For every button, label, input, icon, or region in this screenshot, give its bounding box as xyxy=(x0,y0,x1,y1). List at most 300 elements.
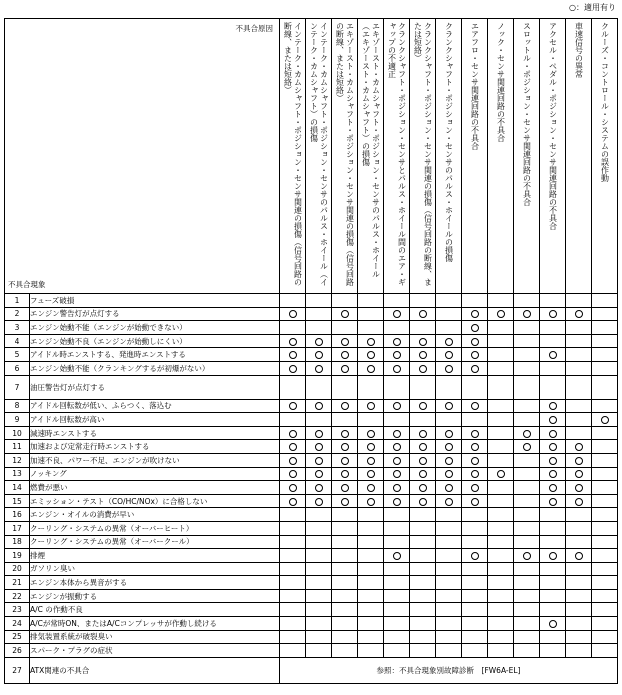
symptom-cell: エミッション・テスト（CO/HC/NOx）に合格しない xyxy=(30,494,280,508)
applicability-cell xyxy=(332,481,358,495)
applicability-cell xyxy=(384,375,410,399)
applicability-cell xyxy=(540,334,566,348)
cause-column-header xyxy=(306,19,332,294)
applicability-cell xyxy=(462,603,488,617)
applicability-cell xyxy=(280,494,306,508)
applicable-circle-mark xyxy=(549,620,557,628)
applicability-cell xyxy=(514,334,540,348)
applicability-cell xyxy=(436,413,462,427)
applicability-cell xyxy=(514,494,540,508)
table-row xyxy=(5,321,618,335)
applicability-cell xyxy=(436,562,462,576)
applicability-cell xyxy=(488,535,514,549)
table-row xyxy=(5,375,618,399)
applicability-cell xyxy=(280,413,306,427)
cause-column-header xyxy=(566,19,592,294)
applicability-cell xyxy=(410,521,436,535)
applicability-cell xyxy=(280,399,306,413)
row-number: 21 xyxy=(5,576,30,590)
applicable-circle-mark xyxy=(419,484,427,492)
applicability-cell xyxy=(280,549,306,563)
applicable-circle-mark xyxy=(471,310,479,318)
applicability-cell xyxy=(540,521,566,535)
applicable-circle-mark xyxy=(315,470,323,478)
applicability-cell xyxy=(540,467,566,481)
applicable-circle-mark xyxy=(289,457,297,465)
table-row xyxy=(5,399,618,413)
table-row xyxy=(5,521,618,535)
applicability-cell xyxy=(436,644,462,658)
applicability-cell xyxy=(410,426,436,440)
applicability-cell xyxy=(540,307,566,321)
applicability-cell xyxy=(488,603,514,617)
applicability-cell xyxy=(514,375,540,399)
symptom-cell: エンジン始動不良（エンジンが始動しにくい） xyxy=(30,334,280,348)
applicability-cell xyxy=(332,494,358,508)
applicable-circle-mark xyxy=(471,552,479,560)
applicability-cell xyxy=(488,481,514,495)
applicability-cell xyxy=(384,294,410,308)
applicability-cell xyxy=(462,549,488,563)
applicability-cell xyxy=(540,549,566,563)
applicability-cell xyxy=(280,453,306,467)
applicability-cell xyxy=(462,413,488,427)
applicable-circle-mark xyxy=(315,351,323,359)
applicability-cell xyxy=(384,348,410,362)
applicability-cell xyxy=(306,375,332,399)
applicable-circle-mark xyxy=(419,430,427,438)
applicability-cell xyxy=(280,617,306,631)
symptom-cell: A/Cが常時ON、またはA/Cコンプレッサが作動し続ける xyxy=(30,617,280,631)
applicable-circle-mark xyxy=(367,484,375,492)
applicable-circle-mark xyxy=(393,457,401,465)
table-row xyxy=(5,307,618,321)
applicability-cell xyxy=(592,375,618,399)
applicability-cell xyxy=(462,453,488,467)
applicability-cell xyxy=(384,603,410,617)
applicable-circle-mark xyxy=(575,552,583,560)
applicability-cell xyxy=(280,294,306,308)
cause-column-header xyxy=(358,19,384,294)
applicability-cell xyxy=(306,334,332,348)
applicable-circle-mark xyxy=(315,443,323,451)
applicability-cell xyxy=(436,375,462,399)
applicability-cell xyxy=(488,440,514,454)
applicability-cell xyxy=(566,549,592,563)
applicability-cell xyxy=(462,294,488,308)
applicability-cell xyxy=(384,644,410,658)
applicability-cell xyxy=(488,348,514,362)
applicability-cell xyxy=(488,467,514,481)
row-number: 22 xyxy=(5,589,30,603)
applicable-circle-mark xyxy=(471,351,479,359)
table-row xyxy=(5,562,618,576)
applicability-cell xyxy=(306,399,332,413)
applicability-cell xyxy=(436,294,462,308)
applicable-circle-mark xyxy=(549,470,557,478)
row-number: 1 xyxy=(5,294,30,308)
applicable-circle-mark xyxy=(419,365,427,373)
applicable-circle-mark xyxy=(523,443,531,451)
applicability-cell xyxy=(436,321,462,335)
applicability-cell xyxy=(306,426,332,440)
applicability-cell xyxy=(358,440,384,454)
applicable-circle-mark xyxy=(289,338,297,346)
applicability-cell xyxy=(462,576,488,590)
applicable-circle-mark xyxy=(419,402,427,410)
applicable-circle-mark xyxy=(393,430,401,438)
applicability-cell xyxy=(488,549,514,563)
applicable-circle-mark xyxy=(341,310,349,318)
applicability-cell xyxy=(332,467,358,481)
applicability-cell xyxy=(488,494,514,508)
row-number: 27 xyxy=(5,657,30,683)
applicable-circle-mark xyxy=(471,338,479,346)
applicability-cell xyxy=(540,589,566,603)
applicability-cell xyxy=(410,440,436,454)
applicability-cell xyxy=(436,453,462,467)
applicability-cell xyxy=(592,603,618,617)
applicability-cell xyxy=(384,321,410,335)
applicable-circle-mark xyxy=(289,365,297,373)
applicability-cell xyxy=(592,294,618,308)
applicability-cell xyxy=(332,440,358,454)
table-row xyxy=(5,348,618,362)
table-row xyxy=(5,294,618,308)
applicability-cell xyxy=(592,644,618,658)
applicability-cell xyxy=(358,307,384,321)
applicability-cell xyxy=(306,535,332,549)
applicability-cell xyxy=(566,453,592,467)
applicability-cell xyxy=(306,481,332,495)
cause-label: エキゾースト・カムシャフト・ポジション・センサのパルス・ホイール（エキゾースト・カムシャフト）の損傷 xyxy=(361,22,381,278)
applicable-circle-mark xyxy=(315,498,323,506)
applicability-cell xyxy=(332,426,358,440)
applicability-cell xyxy=(410,508,436,522)
applicability-cell xyxy=(566,361,592,375)
applicability-cell xyxy=(540,562,566,576)
applicability-cell xyxy=(436,361,462,375)
table-row xyxy=(5,617,618,631)
applicability-cell xyxy=(332,294,358,308)
applicable-circle-mark xyxy=(341,365,349,373)
applicable-circle-mark xyxy=(341,443,349,451)
symptom-cell: エンジン本体から異音がする xyxy=(30,576,280,590)
reference-note: 参照：不具合現象別故障診断 [FW6A-EL] xyxy=(280,657,618,683)
applicable-circle-mark xyxy=(393,310,401,318)
applicability-cell xyxy=(436,521,462,535)
applicability-cell xyxy=(566,508,592,522)
applicable-circle-mark xyxy=(367,457,375,465)
applicability-cell xyxy=(540,603,566,617)
applicability-cell xyxy=(280,481,306,495)
symptom-cell: 加速および定常走行時エンストする xyxy=(30,440,280,454)
applicability-cell xyxy=(384,630,410,644)
applicability-cell xyxy=(592,321,618,335)
applicability-cell xyxy=(462,334,488,348)
applicability-cell xyxy=(514,348,540,362)
applicability-cell xyxy=(358,399,384,413)
applicable-circle-mark xyxy=(393,351,401,359)
applicability-cell xyxy=(592,453,618,467)
applicability-cell xyxy=(410,603,436,617)
applicability-cell xyxy=(514,549,540,563)
cause-column-header xyxy=(436,19,462,294)
applicable-circle-mark xyxy=(549,484,557,492)
applicability-cell xyxy=(332,617,358,631)
cause-column-header xyxy=(332,19,358,294)
applicability-cell xyxy=(384,494,410,508)
applicable-circle-mark xyxy=(601,416,609,424)
applicable-circle-mark xyxy=(341,338,349,346)
applicable-circle-mark xyxy=(549,310,557,318)
applicability-cell xyxy=(332,334,358,348)
applicability-cell xyxy=(410,630,436,644)
applicability-cell xyxy=(332,644,358,658)
applicability-cell xyxy=(540,481,566,495)
applicability-cell xyxy=(358,508,384,522)
applicability-cell xyxy=(384,334,410,348)
cause-column-header xyxy=(280,19,306,294)
applicability-cell xyxy=(332,521,358,535)
applicable-circle-mark xyxy=(315,430,323,438)
applicable-circle-mark xyxy=(289,310,297,318)
applicability-cell xyxy=(410,589,436,603)
applicable-circle-mark xyxy=(445,484,453,492)
applicability-cell xyxy=(306,361,332,375)
applicability-cell xyxy=(332,348,358,362)
applicability-cell xyxy=(332,453,358,467)
applicability-cell xyxy=(280,440,306,454)
cause-column-header xyxy=(540,19,566,294)
applicability-cell xyxy=(280,361,306,375)
applicable-circle-mark xyxy=(367,365,375,373)
applicability-cell xyxy=(384,562,410,576)
applicability-cell xyxy=(358,426,384,440)
header-corner xyxy=(5,19,280,294)
symptom-cell: ノッキング xyxy=(30,467,280,481)
applicability-cell xyxy=(540,375,566,399)
applicability-cell xyxy=(566,576,592,590)
applicability-cell xyxy=(306,549,332,563)
symptom-cell: アイドル時エンストする、発進時エンストする xyxy=(30,348,280,362)
applicability-cell xyxy=(436,603,462,617)
cause-column-header xyxy=(462,19,488,294)
applicable-circle-mark xyxy=(315,457,323,465)
applicability-cell xyxy=(488,508,514,522)
applicability-cell xyxy=(358,603,384,617)
row-number: 10 xyxy=(5,426,30,440)
symptom-cell: クーリング・システムの異常（オーバーヒート） xyxy=(30,521,280,535)
applicability-cell xyxy=(462,481,488,495)
applicability-cell xyxy=(592,576,618,590)
applicability-cell xyxy=(280,508,306,522)
applicability-cell xyxy=(462,440,488,454)
applicable-circle-mark xyxy=(497,310,505,318)
applicability-cell xyxy=(566,617,592,631)
row-number: 4 xyxy=(5,334,30,348)
applicable-circle-mark xyxy=(367,498,375,506)
applicability-cell xyxy=(514,644,540,658)
applicability-cell xyxy=(592,426,618,440)
applicability-cell xyxy=(488,294,514,308)
applicability-cell xyxy=(384,617,410,631)
applicability-cell xyxy=(306,603,332,617)
applicability-cell xyxy=(306,617,332,631)
applicability-cell xyxy=(410,453,436,467)
applicability-cell xyxy=(462,589,488,603)
applicable-circle-mark xyxy=(289,470,297,478)
applicability-cell xyxy=(332,562,358,576)
applicability-cell xyxy=(592,348,618,362)
applicable-circle-mark xyxy=(367,402,375,410)
applicable-circle-mark xyxy=(471,430,479,438)
table-row xyxy=(5,494,618,508)
row-number: 20 xyxy=(5,562,30,576)
applicable-circle-mark xyxy=(523,430,531,438)
applicability-cell xyxy=(462,361,488,375)
applicable-circle-mark xyxy=(341,498,349,506)
applicability-cell xyxy=(384,535,410,549)
applicability-cell xyxy=(358,453,384,467)
applicable-circle-mark xyxy=(471,484,479,492)
symptom-cell: エンジン・オイルの消費が早い xyxy=(30,508,280,522)
applicability-cell xyxy=(280,348,306,362)
applicability-cell xyxy=(592,307,618,321)
applicability-cell xyxy=(488,361,514,375)
applicability-cell xyxy=(592,589,618,603)
applicable-circle-mark xyxy=(445,338,453,346)
applicability-cell xyxy=(280,467,306,481)
applicability-cell xyxy=(306,562,332,576)
table-row xyxy=(5,467,618,481)
applicability-cell xyxy=(436,494,462,508)
applicability-cell xyxy=(592,630,618,644)
applicable-circle-mark xyxy=(549,402,557,410)
table-row xyxy=(5,334,618,348)
cause-label: スロットル・ポジション・センサ関連回路の不具合 xyxy=(522,22,532,206)
table-row xyxy=(5,426,618,440)
symptom-cell: アイドル回転数が低い、ふらつく、落込む xyxy=(30,399,280,413)
symptom-cell: フューズ破損 xyxy=(30,294,280,308)
applicability-cell xyxy=(566,630,592,644)
applicable-circle-mark xyxy=(575,310,583,318)
applicability-cell xyxy=(436,630,462,644)
symptom-axis-label: 不具合現象 xyxy=(8,280,46,289)
applicability-cell xyxy=(358,617,384,631)
applicability-cell xyxy=(436,426,462,440)
applicable-circle-mark xyxy=(575,457,583,465)
applicability-cell xyxy=(410,361,436,375)
row-number: 5 xyxy=(5,348,30,362)
applicable-circle-mark xyxy=(289,484,297,492)
applicability-cell xyxy=(566,348,592,362)
applicability-cell xyxy=(358,630,384,644)
applicability-cell xyxy=(514,508,540,522)
applicability-cell xyxy=(436,549,462,563)
applicability-cell xyxy=(332,307,358,321)
applicable-circle-mark xyxy=(367,430,375,438)
applicable-circle-mark xyxy=(393,365,401,373)
applicable-circle-mark xyxy=(341,457,349,465)
applicable-circle-mark xyxy=(393,443,401,451)
applicable-circle-mark xyxy=(315,365,323,373)
applicability-cell xyxy=(566,294,592,308)
applicability-cell xyxy=(540,294,566,308)
applicability-cell xyxy=(410,375,436,399)
table-row xyxy=(5,589,618,603)
table-row xyxy=(5,413,618,427)
applicability-cell xyxy=(436,440,462,454)
diagnosis-table xyxy=(4,18,618,684)
symptom-cell: ATX関連の不具合 xyxy=(30,657,280,683)
applicability-cell xyxy=(384,440,410,454)
applicability-cell xyxy=(592,440,618,454)
applicability-cell xyxy=(514,535,540,549)
applicability-cell xyxy=(566,375,592,399)
applicable-circle-mark xyxy=(575,443,583,451)
applicability-cell xyxy=(410,535,436,549)
applicable-circle-mark xyxy=(367,351,375,359)
applicable-circle-mark xyxy=(575,498,583,506)
applicable-circle-mark xyxy=(419,338,427,346)
applicable-circle-mark xyxy=(445,443,453,451)
applicability-cell xyxy=(306,494,332,508)
cause-column-header xyxy=(488,19,514,294)
row-number: 7 xyxy=(5,375,30,399)
applicability-cell xyxy=(566,307,592,321)
applicable-circle-mark xyxy=(549,552,557,560)
applicability-cell xyxy=(410,399,436,413)
applicable-circle-mark xyxy=(341,402,349,410)
applicability-cell xyxy=(462,521,488,535)
applicability-cell xyxy=(410,494,436,508)
table-row xyxy=(5,603,618,617)
applicable-circle-mark xyxy=(289,430,297,438)
applicability-cell xyxy=(358,361,384,375)
applicability-cell xyxy=(306,413,332,427)
applicable-circle-mark xyxy=(419,443,427,451)
applicability-cell xyxy=(592,508,618,522)
applicability-cell xyxy=(540,494,566,508)
applicable-circle-mark xyxy=(445,365,453,373)
applicability-cell xyxy=(384,521,410,535)
applicability-cell xyxy=(306,453,332,467)
applicability-cell xyxy=(410,644,436,658)
applicability-cell xyxy=(566,521,592,535)
applicable-circle-mark xyxy=(471,498,479,506)
table-row xyxy=(5,576,618,590)
applicable-circle-mark xyxy=(315,402,323,410)
applicable-circle-mark xyxy=(549,443,557,451)
row-number: 25 xyxy=(5,630,30,644)
applicability-cell xyxy=(462,307,488,321)
applicability-cell xyxy=(306,589,332,603)
row-number: 3 xyxy=(5,321,30,335)
row-number: 18 xyxy=(5,535,30,549)
applicable-circle-mark xyxy=(419,457,427,465)
applicability-cell xyxy=(566,399,592,413)
symptom-cell: アイドル回転数が高い xyxy=(30,413,280,427)
applicability-cell xyxy=(566,481,592,495)
applicability-cell xyxy=(462,375,488,399)
applicability-cell xyxy=(566,494,592,508)
applicable-circle-mark xyxy=(575,484,583,492)
cause-label: インテーク・カムシャフト・ポジション・センサ関連の損傷（信号回路の断線、または短絡） xyxy=(283,22,303,286)
applicability-cell xyxy=(332,576,358,590)
symptom-cell: 油圧警告灯が点灯する xyxy=(30,375,280,399)
applicability-cell xyxy=(592,562,618,576)
